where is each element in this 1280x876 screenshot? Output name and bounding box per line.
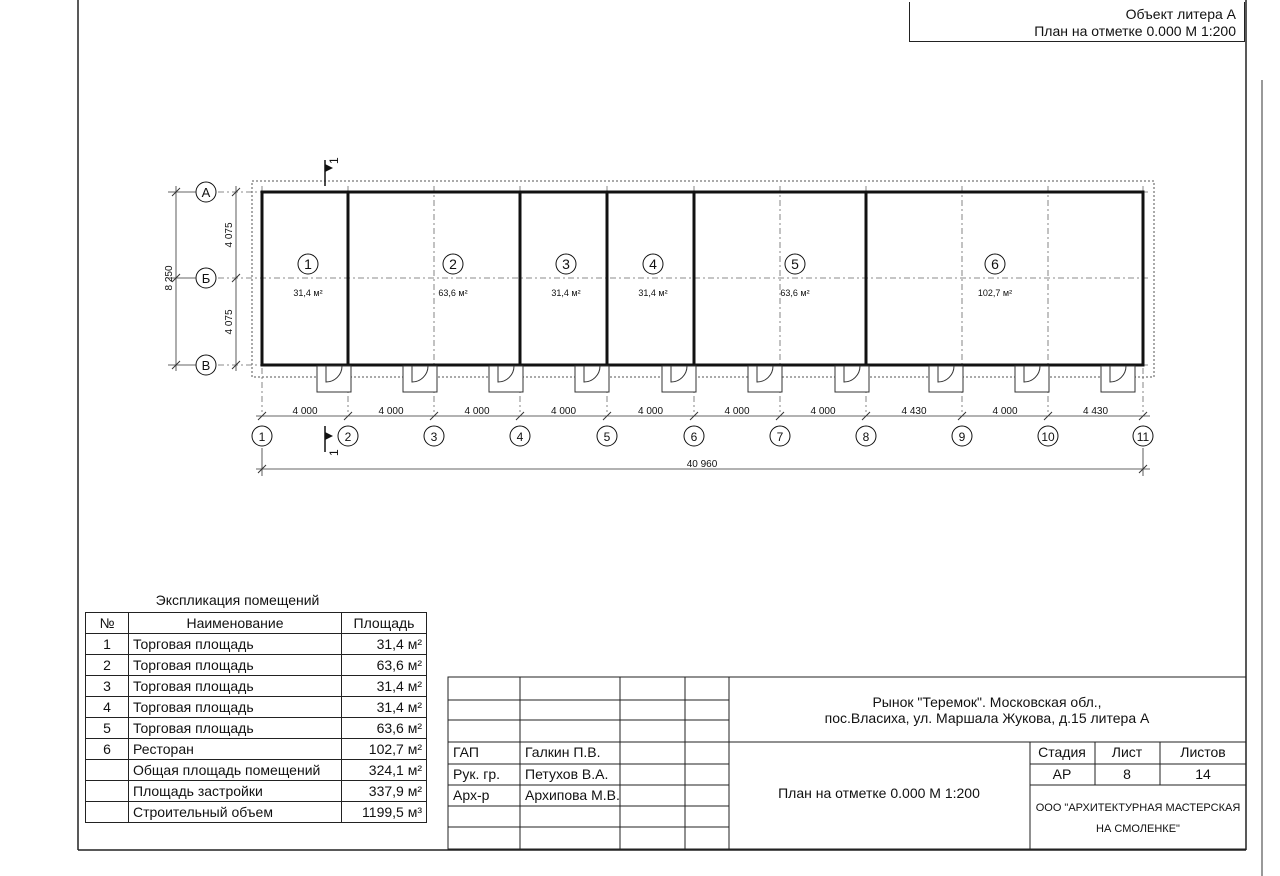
sheet-value: 8 xyxy=(1123,766,1131,782)
axis-number: 7 xyxy=(776,430,784,444)
table-header-row xyxy=(86,613,427,634)
row-area: 324,1 м² xyxy=(342,760,427,781)
row-number: 3 xyxy=(86,676,129,697)
row-area: 63,6 м² xyxy=(342,718,427,739)
table-row xyxy=(86,760,427,781)
table-row xyxy=(86,781,427,802)
col-area: Площадь xyxy=(342,613,427,634)
section-arrow-top xyxy=(325,164,333,172)
plan-label: План на отметке 0.000 М 1:200 xyxy=(1034,23,1236,39)
sheet-title: План на отметке 0.000 М 1:200 xyxy=(778,785,980,801)
section-arrow-bottom xyxy=(325,432,333,440)
room-number: 4 xyxy=(649,256,657,272)
door xyxy=(1015,366,1049,392)
section-mark-bottom: 1 xyxy=(327,449,341,456)
room-number: 3 xyxy=(562,256,570,272)
door xyxy=(662,366,696,392)
row-name: Ресторан xyxy=(129,739,342,760)
row-area: 31,4 м² xyxy=(342,676,427,697)
room-number: 6 xyxy=(991,256,999,272)
col-number: № xyxy=(86,613,129,634)
span-dimension: 4 000 xyxy=(637,406,664,417)
dim-vertical-1: 4 075 xyxy=(224,222,235,248)
room-number: 2 xyxy=(449,256,457,272)
span-dimension: 4 000 xyxy=(378,406,404,417)
staff-role-2: Рук. гр. xyxy=(453,766,501,782)
outline-dotted xyxy=(252,181,1154,377)
stage-header: Стадия xyxy=(1038,744,1086,760)
door xyxy=(929,366,963,392)
floor-plan xyxy=(164,157,1154,476)
row-name: Площадь застройки xyxy=(129,781,342,802)
room-area: 31,4 м² xyxy=(551,288,581,298)
span-dimension: 4 000 xyxy=(810,406,836,417)
door xyxy=(835,366,869,392)
staff-role-1: ГАП xyxy=(453,744,479,760)
room-number: 1 xyxy=(304,256,312,272)
axis-number: 2 xyxy=(344,430,352,444)
dim-total-width: 8 250 xyxy=(164,265,175,291)
axis-number: 5 xyxy=(603,430,611,444)
axis-number: 4 xyxy=(516,430,524,444)
dim-total-length: 40 960 xyxy=(686,459,718,470)
door xyxy=(317,366,351,392)
row-area: 102,7 м² xyxy=(342,739,427,760)
dim-vertical-2: 4 075 xyxy=(224,309,235,335)
outer-wall xyxy=(262,192,1143,365)
axis-letter: В xyxy=(201,358,211,373)
company-line-2: НА СМОЛЕНКЕ" xyxy=(1096,823,1180,835)
axis-letter: А xyxy=(201,185,211,200)
row-name: Торговая площадь xyxy=(129,697,342,718)
door xyxy=(748,366,782,392)
room-number: 5 xyxy=(791,256,799,272)
span-dimension: 4 000 xyxy=(992,406,1018,417)
sheet-header: Лист xyxy=(1111,744,1143,760)
row-number: 2 xyxy=(86,655,129,676)
project-line-2: пос.Власиха, ул. Маршала Жукова, д.15 литера А xyxy=(824,710,1150,726)
door xyxy=(1101,366,1135,392)
company-line-1: ООО "АРХИТЕКТУРНАЯ МАСТЕРСКАЯ xyxy=(1035,802,1241,814)
span-dimension: 4 000 xyxy=(724,406,750,417)
row-number xyxy=(86,781,129,802)
row-name: Строительный объем xyxy=(129,802,342,823)
project-line-1: Рынок "Теремок". Московская обл., xyxy=(872,694,1102,710)
top-stamp xyxy=(909,2,1245,42)
row-number xyxy=(86,760,129,781)
explication-table xyxy=(85,612,427,823)
room-area: 31,4 м² xyxy=(293,288,323,298)
axis-number: 9 xyxy=(958,430,966,444)
staff-name-3: Архипова М.В. xyxy=(525,787,620,803)
axis-number: 6 xyxy=(690,430,698,444)
room-area: 63,6 м² xyxy=(780,288,810,298)
row-number xyxy=(86,802,129,823)
row-number: 6 xyxy=(86,739,129,760)
row-number: 1 xyxy=(86,634,129,655)
table-row xyxy=(86,718,427,739)
staff-role-3: Арх-р xyxy=(453,787,490,803)
row-name: Торговая площадь xyxy=(129,676,342,697)
row-number: 5 xyxy=(86,718,129,739)
door xyxy=(489,366,523,392)
room-area: 63,6 м² xyxy=(438,288,468,298)
room-area: 102,7 м² xyxy=(977,288,1013,298)
table-row xyxy=(86,739,427,760)
object-label: Объект литера А xyxy=(1125,6,1236,22)
staff-name-2: Петухов В.А. xyxy=(525,766,609,782)
axis-number: 11 xyxy=(1136,430,1150,444)
axis-number: 3 xyxy=(430,430,438,444)
table-row xyxy=(86,802,427,823)
span-dimension: 4 430 xyxy=(901,406,927,417)
span-dimension: 4 000 xyxy=(550,406,577,417)
span-dimension: 4 000 xyxy=(464,406,490,417)
door xyxy=(575,366,609,392)
axis-number: 10 xyxy=(1041,430,1055,444)
door xyxy=(403,366,437,392)
staff-name-1: Галкин П.В. xyxy=(525,744,601,760)
table-row xyxy=(86,655,427,676)
room-area: 31,4 м² xyxy=(638,288,668,298)
explication-title: Экспликация помещений xyxy=(155,592,320,608)
axis-number: 1 xyxy=(258,430,266,444)
section-mark-top: 1 xyxy=(327,157,341,164)
sheets-value: 14 xyxy=(1195,766,1211,782)
row-area: 31,4 м² xyxy=(342,697,427,718)
col-name: Наименование xyxy=(129,613,342,634)
row-area: 63,6 м² xyxy=(342,655,427,676)
row-name: Торговая площадь xyxy=(129,634,342,655)
row-area: 1199,5 м³ xyxy=(342,802,427,823)
table-row xyxy=(86,634,427,655)
row-area: 31,4 м² xyxy=(342,634,427,655)
sheets-header: Листов xyxy=(1180,744,1226,760)
row-number: 4 xyxy=(86,697,129,718)
table-row xyxy=(86,697,427,718)
table-row xyxy=(86,676,427,697)
span-dimension: 4 430 xyxy=(1082,406,1109,417)
axis-number: 8 xyxy=(862,430,870,444)
axis-letter: Б xyxy=(201,271,211,286)
row-name: Торговая площадь xyxy=(129,655,342,676)
row-name: Торговая площадь xyxy=(129,718,342,739)
row-name: Общая площадь помещений xyxy=(129,760,342,781)
stage-value: АР xyxy=(1052,766,1072,782)
span-dimension: 4 000 xyxy=(292,406,318,417)
row-area: 337,9 м² xyxy=(342,781,427,802)
